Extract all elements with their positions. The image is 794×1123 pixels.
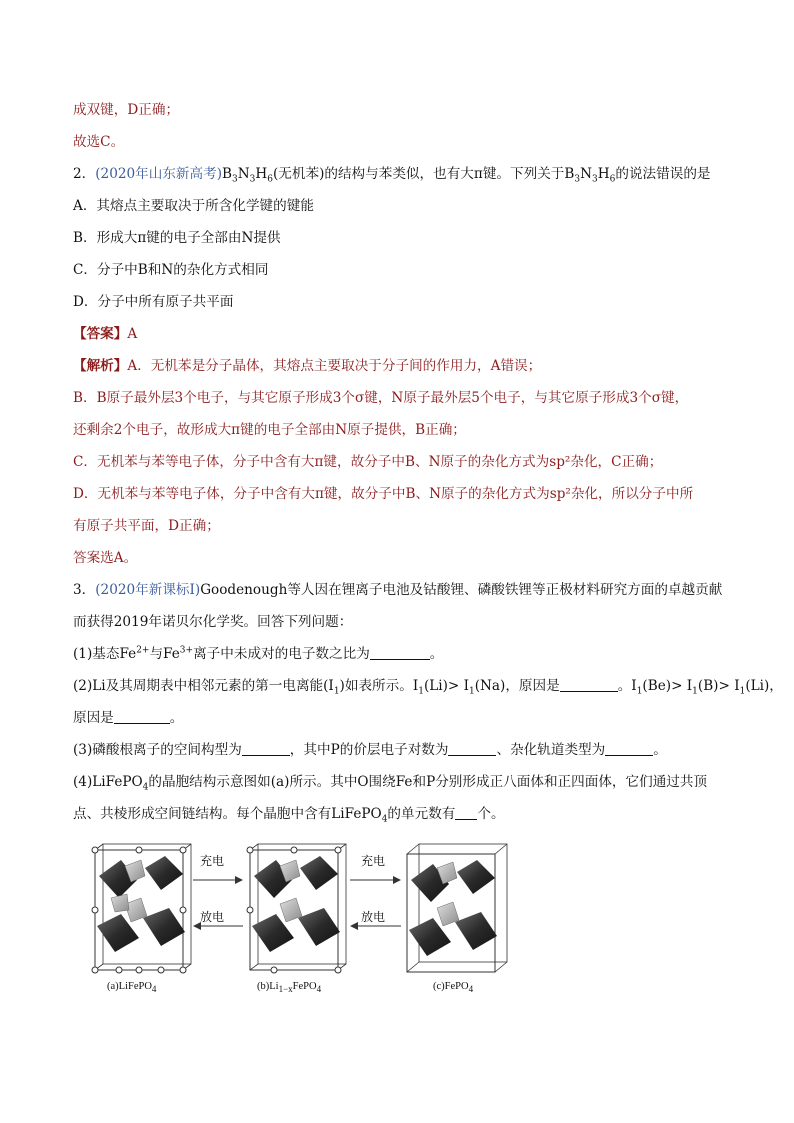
- option-b: B．形成大π键的电子全部由N提供: [73, 230, 281, 246]
- analysis-line-3: 还剩余2个电子，故形成大π键的电子全部由N原子提供，B正确；: [73, 422, 466, 438]
- answer-blank[interactable]: [448, 741, 496, 756]
- discharge-label-2: 放电: [361, 910, 386, 924]
- question-3-part-2-cont: 原因是 。: [73, 710, 184, 726]
- question-3-part-4-cont: 点、共棱形成空间链结构。每个晶胞中含有LiFePO$_4$的单元数有 个。: [73, 806, 505, 825]
- cell-c: [407, 844, 507, 972]
- discharge-label-1: 放电: [200, 910, 225, 924]
- answer-blank[interactable]: [242, 741, 290, 756]
- cell-b: [247, 844, 346, 973]
- answer-blank[interactable]: [370, 645, 430, 660]
- text-line-continued: 成双键，D正确；: [73, 102, 180, 118]
- charge-label-1: 充电: [200, 854, 225, 868]
- question-3-stem-1: 3．(2020年新课标Ⅰ)Goodenough等人因在锂离子电池及钴酸锂、磷酸铁锂等正极材料研究方面的卓越贡献: [73, 582, 723, 598]
- question-3-stem-2: 而获得2019年诺贝尔化学奖。回答下列问题：: [73, 614, 353, 630]
- option-c: C．分子中B和N的杂化方式相同: [73, 262, 269, 278]
- analysis-line-1: 【解析】A．无机苯是分子晶体，其熔点主要取决于分子间的作用力，A错误；: [73, 358, 542, 374]
- option-d: D．分子中所有原子共平面: [73, 294, 234, 310]
- analysis-line-5: D．无机苯与苯等电子体，分子中含有大π键，故分子中B、N原子的杂化方式为sp²杂化，所以分子中所: [73, 486, 694, 502]
- cell-a: [92, 844, 191, 973]
- text-line-choose-c: 故选C。: [73, 134, 125, 150]
- caption-a: (a)LiFePO$_4$: [107, 981, 157, 995]
- option-a: A．其熔点主要取决于所含化学键的键能: [73, 198, 314, 214]
- question-3-part-2: (2)Li及其周期表中相邻元素的第一电离能$(I_1)$如表所示。$I_1(Li)> I_1(Na)$，原因是 。$I_1(Be)> I_1(B)> I_1(Li)$，: [73, 678, 783, 697]
- question-2-stem: 2．(2020年山东新高考)$B_3N_3H_6$(无机苯)的结构与苯类似，也有大π键。下列关于$B_3N_3H_6$的说法错误的是: [73, 166, 711, 185]
- analysis-line-2: B．B原子最外层3个电子，与其它原子形成3个σ键，N原子最外层5个电子，与其它原子形成3个σ键，: [73, 390, 689, 406]
- charge-label-2: 充电: [361, 854, 386, 868]
- answer-line: 【答案】A: [73, 326, 138, 342]
- analysis-line-4: C．无机苯与苯等电子体，分子中含有大π键，故分子中B、N原子的杂化方式为sp²杂化，C正确；: [73, 454, 663, 470]
- caption-c: (c)FePO$_4$: [433, 981, 474, 995]
- answer-blank[interactable]: [114, 709, 170, 724]
- caption-b: $(b)Li_{1-x}FePO_4$: [257, 981, 322, 995]
- conclusion-line: 答案选A。: [73, 550, 138, 566]
- question-3-part-3: (3)磷酸根离子的空间构型为 ，其中P的价层电子对数为 、杂化轨道类型为 。: [73, 742, 667, 758]
- question-3-part-1: (1)基态$Fe^{2+}$与$Fe^{3+}$离子中未成对的电子数之比为 。: [73, 645, 444, 662]
- crystal-structure-figure: [85, 838, 530, 1003]
- answer-blank[interactable]: [605, 741, 653, 756]
- question-3-part-4: (4)LiFePO$_4$的晶胞结构示意图如(a)所示。其中O围绕Fe和P分别形成正八面体和正四面体，它们通过共顶: [73, 774, 708, 793]
- answer-blank[interactable]: [455, 805, 477, 820]
- crystal-diagram-svg: [85, 838, 530, 1003]
- analysis-line-6: 有原子共平面，D正确；: [73, 518, 220, 534]
- answer-blank[interactable]: [560, 677, 618, 692]
